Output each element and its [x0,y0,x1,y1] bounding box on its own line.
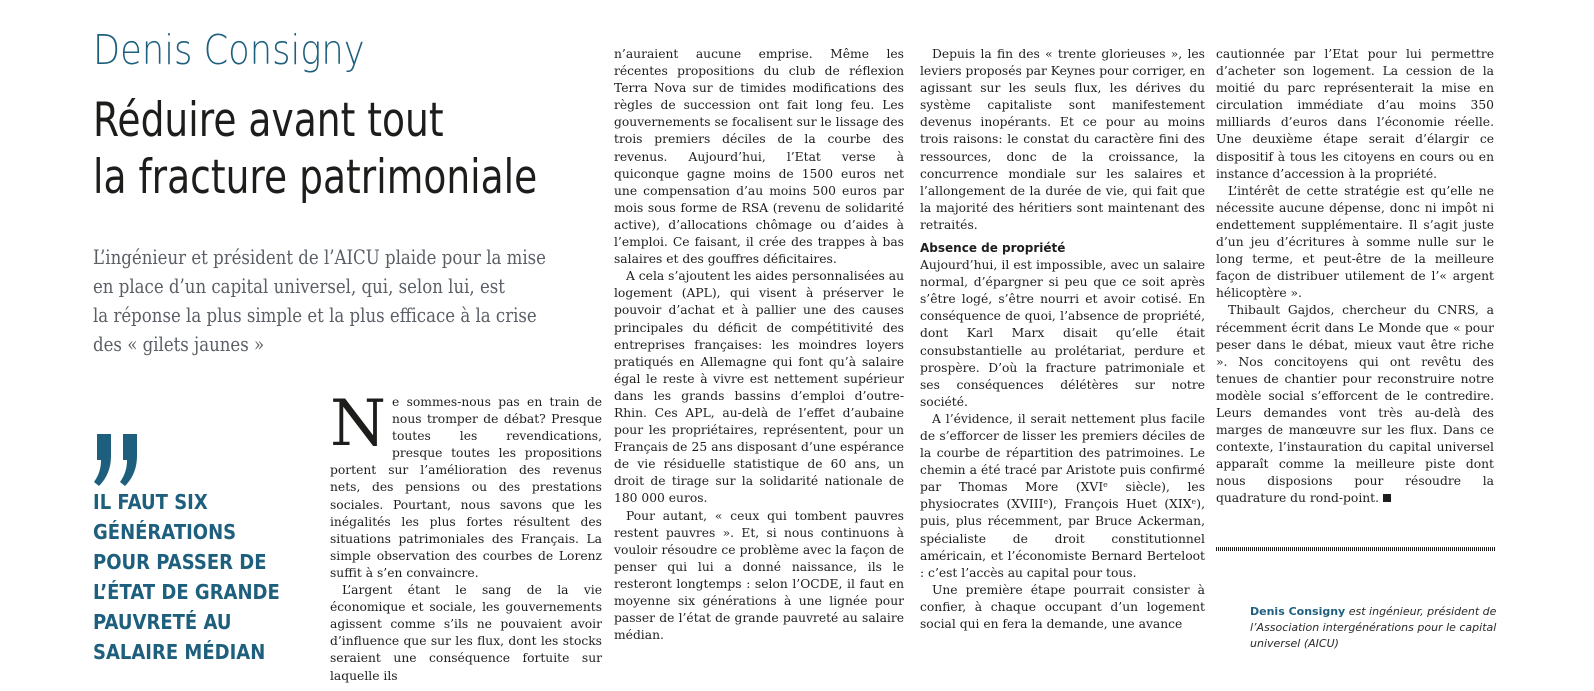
pull-quote-line: POUR PASSER DE [93,550,267,574]
subheading: Absence de propriété [920,241,1066,256]
headline-line: la fracture patrimoniale [93,150,538,205]
pull-quote-line: SALAIRE MÉDIAN [93,640,266,664]
drop-cap: N [330,387,386,461]
pull-quote-line: L’ÉTAT DE GRANDE [93,580,280,604]
paragraph: Aujourd’hui, il est impossible, avec un salaire normal, d’épargner si peu que ce soit après s’être logé, s’être nourri et avoir cotisé. En conséquence de quoi, l’absence de propriété, dont Karl Marx disait qu’elle était consubstantielle au prolétariat, perdure et prospère. D’où la fracture patrimoniale et ses conséquences délétères sur notre société. [920,258,1205,409]
quote-mark-icon [93,432,173,492]
headline-line: Réduire avant tout [93,93,444,148]
bio-divider [1216,547,1496,551]
pull-quote [93,487,309,667]
paragraph: n’auraient aucune emprise. Même les récentes propositions du club de réflexion Terra Nova sur de timides modifications des règles de succession ont fait long feu. Les gouvernements se focalisent sur le lissage des trois premiers déciles de la courbe des revenus. Aujourd’hui, l’Etat verse à quiconque gagne moins de 1500 euros net une compensation d’au moins 500 euros par mois sous forme de RSA (revenu de solidarité active), d’allocations chômage ou d’aides à l’emploi. Ce faisant, il crée des trappes à bas salaires et des gouffres déficitaires. [614,47,904,267]
author-name: Denis Consigny [93,26,365,74]
paragraph-text: e sommes-nous pas en train de nous tromper de débat? Presque toutes les revendications, presque toutes les propositions portent sur l’amélioration des revenus nets, des pensions ou des prestations sociales. Pourtant, nous savons que les inégalités les plus fortes résultent des situations patrimoniales des Français. La simple observation des courbes de Lorenz suffit à s’en convaincre. [330,395,602,580]
paragraph: Depuis la fin des « trente glorieuses », les leviers proposés par Keynes pour corriger, en agissant sur les seuls flux, les dérives du système capitaliste sont manifestement devenus inopérants. Et ce pour au moins trois raisons: le constat du caractère fini des ressources, donc de la croissance, la concurrence mondiale sur les salaires et l’allongement de la durée de vie, qui fait que la majorité des héritiers sont maintenant des retraités. [920,47,1205,232]
lede-line: en place d’un capital universel, qui, selon lui, est [93,275,505,298]
paragraph: A cela s’ajoutent les aides personnalisées au logement (APL), qui visent à préserver le pouvoir d’achat et à pallier une des causes principales du déficit de compétitivité des entreprises françaises: les moindres loyers pratiqués en Allemagne qui font qu’à salaire égal le reste à vivre est nettement supérieur dans les grands bassins d’emploi d’outre-Rhin. Ces APL, au-delà de l’effet d’aubaine pour les propriétaires, représentent, pour un Français de 25 ans disposant d’une espérance de vie résiduelle statistique de 60 ans, un droit de tirage sur la solidarité nationale de 180 000 euros. [614,269,904,506]
author-bio [1250,604,1510,652]
body-column-3 [920,46,1205,633]
paragraph: Pour autant, « ceux qui tombent pauvres restent pauvres ». Et, si nous continuons à vouloir résoudre ce problème avec la façon de penser qui lui a donné naissance, ils le resteront longtemps : selon l’OCDE, il faut en moyenne six générations à une lignée pour passer de l’état de grande pauvreté au salaire médian. [614,508,904,643]
pull-quote-line: PAUVRETÉ AU [93,610,232,634]
paragraph [1216,302,1494,507]
paragraph: L’intérêt de cette stratégie est qu’elle ne nécessite aucune dépense, donc ni impôt ni endettement supplémentaire. Il s’agit juste d’un jeu d’écritures à somme nulle sur le long terme, et peut-être de la meilleure façon de distribuer utilement de l’« argent hélicoptère ». [1216,183,1494,301]
lede [93,243,546,359]
body-column-2 [614,46,904,644]
paragraph: A l’évidence, il serait nettement plus facile de s’efforcer de lisser les premiers déciles de la courbe de répartition des patrimoines. Le chemin a été tracé par Aristote puis confirmé par Thomas More (XVIᵉ siècle), les physiocrates (XVIIIᵉ), François Huet (XIXᵉ), puis, plus récemment, par Bruce Ackerman, spécialiste de droit constitutionnel américain, et l’économiste Bernard Berteloot : c’est l’accès au capital pour tous. [920,411,1205,580]
pull-quote-line: GÉNÉRATIONS [93,520,237,544]
lede-line: L’ingénieur et président de l’AICU plaide pour la mise [93,246,546,269]
lede-line: des « gilets jaunes » [93,333,265,356]
paragraph: Une première étape pourrait consister à confier, à chaque occupant d’un logement social qui en fera la demande, une avance [920,582,1205,631]
paragraph: cautionnée par l’Etat pour lui permettre d’acheter son logement. La cession de la moitié du parc représenterait la mise en circulation immédiate d’au moins 350 milliards d’euros dans l’économie réelle. Une deuxième étape serait d’élargir ce dispositif à tous les citoyens en cours ou en instance d’accession à la propriété. [1216,47,1494,181]
bio-author-name: Denis Consigny [1250,605,1346,618]
paragraph [330,387,602,582]
pull-quote-line: IL FAUT SIX [93,490,208,514]
lede-line: la réponse la plus simple et la plus efficace à la crise [93,304,537,327]
headline [93,92,573,206]
body-column-4 [1216,46,1494,508]
bio-text: est ingénieur, président de l’Association intergénérations pour le capital universel (AICU) [1250,605,1497,650]
paragraph-text: Thibault Gajdos, chercheur du CNRS, a récemment écrit dans Le Monde que « pour peser dans le débat, mieux vaut être riche ». Nos concitoyens qui ont revêtu des tenues de chantier pour reconstruire notre modèle social s’efforcent de le contredire. Leurs demandes vont très au-delà des marges de manœuvre sur les flux. Dans ce contexte, l’instauration du capital universel apparaît comme la meilleure piste dont nous disposions pour résoudre la quadrature du rond-point. [1216,303,1494,506]
end-mark-icon [1383,494,1391,502]
body-column-1 [330,387,602,685]
paragraph: L’argent étant le sang de la vie économique et sociale, les gouvernements agissent comme s’ils ne pouvaient avoir d’influence que sur les flux, dont les stocks seraient une conséquence fortuite sur laquelle ils [330,583,602,683]
